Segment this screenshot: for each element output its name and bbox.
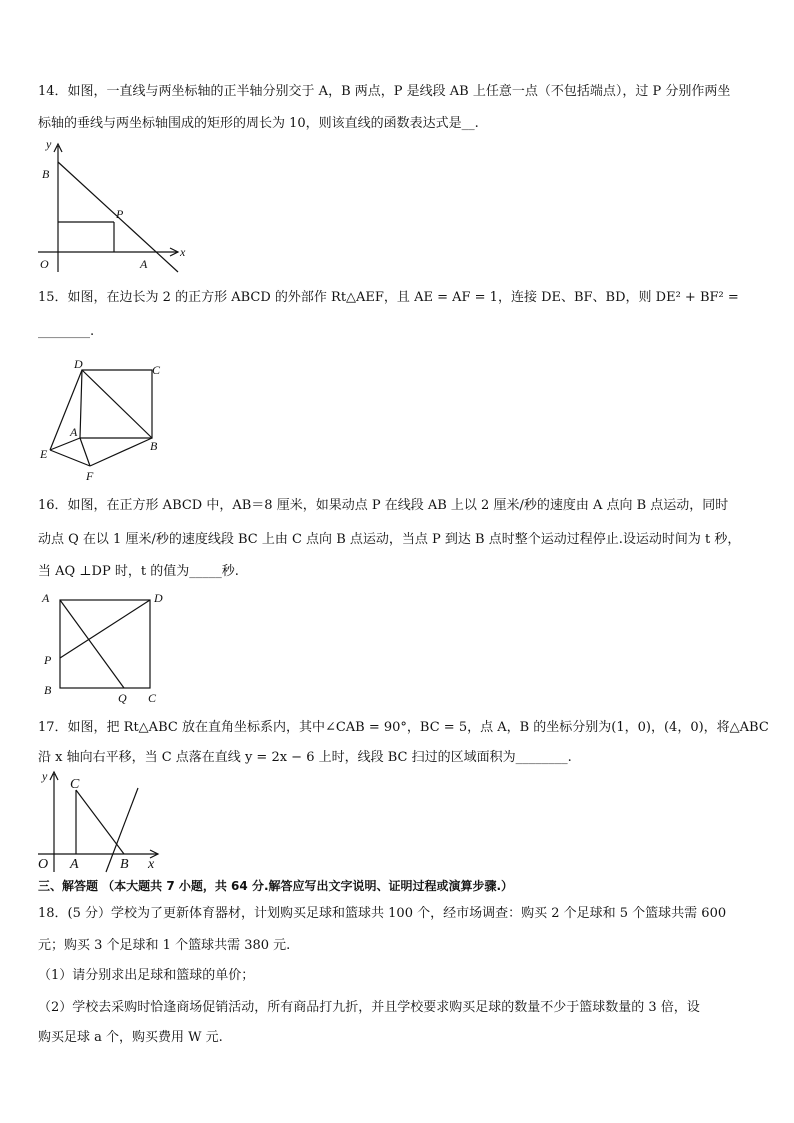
q17-line-2: 沿 x 轴向右平移，当 C 点落在直线 y = 2x − 6 上时，线段 BC 扫过的区域面积为________.	[38, 750, 572, 765]
q15-figure	[36, 358, 170, 484]
label-c: C	[152, 363, 161, 377]
q16-line-3: 当 AQ ⊥DP 时，t 的值为_____秒.	[38, 564, 239, 579]
q14-line-2: 标轴的垂线与两坐标轴围成的矩形的周长为 10，则该直线的函数表达式是__.	[38, 116, 479, 131]
q14-figure	[34, 138, 194, 278]
label-b: B	[150, 439, 158, 453]
segment-dp	[60, 600, 150, 658]
label-y: y	[46, 138, 52, 151]
segment-bf	[90, 438, 152, 466]
label-a: A	[140, 257, 148, 271]
label-b: B	[120, 857, 129, 872]
label-b: B	[44, 683, 52, 697]
label-a: A	[42, 591, 50, 605]
segment-bd	[82, 370, 152, 438]
q18-line-3: （1）请分别求出足球和篮球的单价；	[38, 968, 255, 983]
segment-af	[80, 438, 90, 466]
q15-line-1: 15．如图，在边长为 2 的正方形 ABCD 的外部作 Rt△AEF，且 AE = AF = 1，连接 DE、BF、BD，则 DE² + BF² =	[38, 290, 739, 305]
q16-line-1: 16．如图，在正方形 ABCD 中，AB＝8 厘米，如果动点 P 在线段 AB 上以 2 厘米/秒的速度由 A 点向 B 点运动，同时	[38, 498, 729, 513]
q18-line-1: 18．(5 分）学校为了更新体育器材，计划购买足球和篮球共 100 个，经市场调查：购买 2 个足球和 5 个篮球共需 600	[38, 906, 727, 921]
label-x: x	[180, 245, 186, 259]
label-q: Q	[118, 691, 127, 704]
label-x: x	[148, 857, 155, 872]
label-e: E	[40, 447, 48, 461]
q14-line-1: 14．如图，一直线与两坐标轴的正半轴分别交于 A，B 两点，P 是线段 AB 上任意一点（不包括端点），过 P 分别作两坐	[38, 84, 731, 99]
q17-figure	[34, 768, 168, 874]
square-abcd	[60, 600, 150, 688]
label-a: A	[70, 857, 79, 872]
segment-aq	[60, 600, 124, 688]
q16-figure	[36, 588, 170, 704]
q18-line-5: 购买足球 a 个，购买费用 W 元.	[38, 1030, 223, 1045]
label-o: O	[40, 257, 49, 271]
q18-line-2: 元；购买 3 个足球和 1 个篮球共需 380 元.	[38, 938, 291, 953]
label-c: C	[148, 691, 157, 704]
q16-line-2: 动点 Q 在以 1 厘米/秒的速度线段 BC 上由 C 点向 B 点运动，当点 P 到达 B 点时整个运动过程停止.设运动时间为 t 秒，	[38, 532, 741, 547]
q15-line-2: ________.	[38, 324, 95, 339]
label-o: O	[38, 857, 49, 872]
label-p: P	[116, 207, 124, 221]
label-c: C	[70, 777, 80, 792]
label-f: F	[86, 469, 94, 483]
label-y: y	[42, 769, 48, 783]
q18-line-4: （2）学校去采购时恰逢商场促销活动，所有商品打九折，并且学校要求购买足球的数量不少于篮球数量的 3 倍，设	[38, 1000, 700, 1015]
label-d: D	[74, 358, 83, 371]
section-3-heading: 三、解答题 （本大题共 7 小题，共 64 分.解答应写出文字说明、证明过程或演算步骤.）	[38, 879, 514, 893]
label-d: D	[154, 591, 163, 605]
q17-line-1: 17．如图，把 Rt△ABC 放在直角坐标系内，其中∠CAB = 90°，BC = 5，点 A，B 的坐标分别为(1，0)，(4，0)，将△ABC	[38, 720, 769, 735]
label-p: P	[44, 653, 52, 667]
segment-ef	[50, 450, 90, 466]
label-b: B	[42, 167, 50, 181]
label-a: A	[70, 425, 78, 439]
